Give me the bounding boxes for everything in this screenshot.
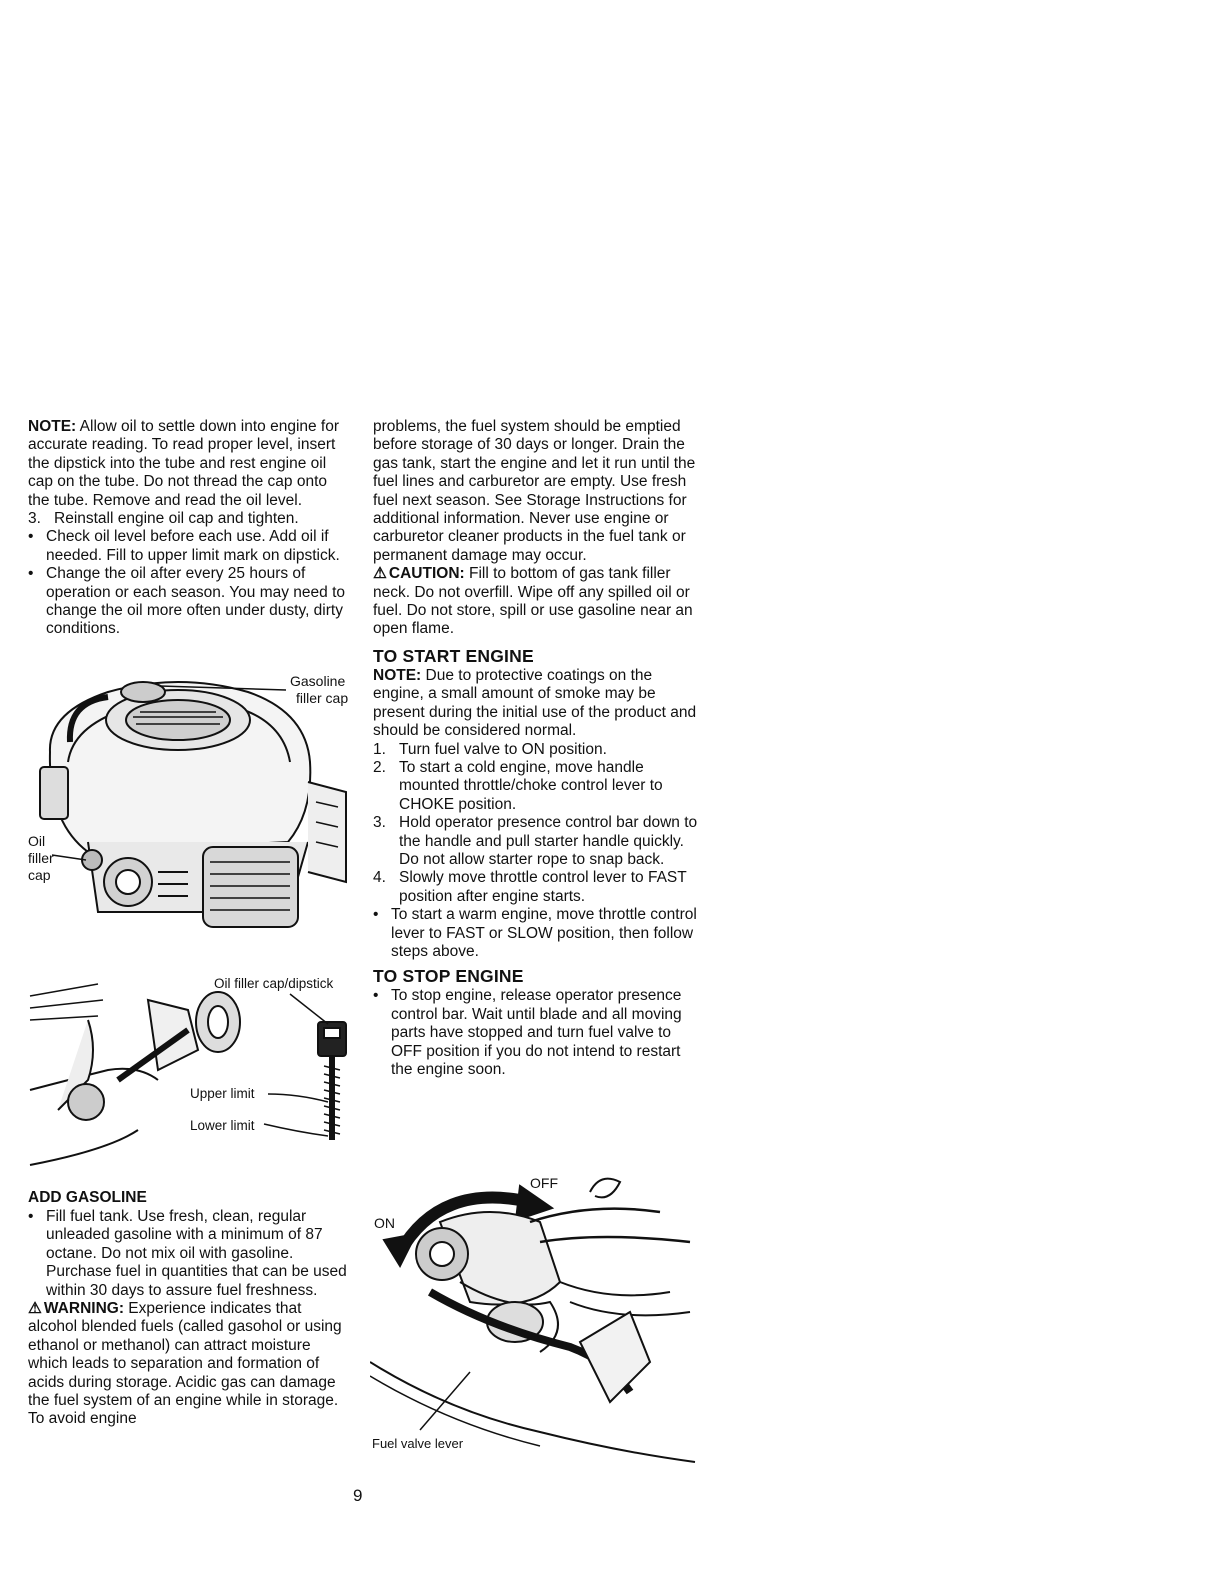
oil-note <box>28 418 350 510</box>
caution-label: CAUTION: <box>388 565 465 583</box>
warning-icon: ⚠ <box>28 1300 42 1318</box>
right-column <box>373 418 699 1079</box>
oil-bullet-1-text: Check oil level before each use. Add oil if needed. Fill to upper limit mark on dipstick. <box>46 528 340 564</box>
oil-bullet-1: • Check oil level before each use. Add oil if needed. Fill to upper limit mark on dipstick. <box>28 528 340 564</box>
start-engine-heading: TO START ENGINE <box>373 645 534 666</box>
on-label: ON <box>374 1215 395 1231</box>
start-step-3: 3. Hold operator presence control bar down to the handle and pull starter handle quickly. Do not allow starter rope to snap back. <box>373 814 698 868</box>
note-text: Allow oil to settle down into engine for accurate reading. To read proper level, insert the dipstick into the tube and rest engine oil cap on the tube. Do not thread the cap onto the tube. Remove and read the oil level. <box>28 418 340 509</box>
upper-limit-label: Upper limit <box>190 1086 255 1101</box>
note-label: NOTE: <box>28 418 77 435</box>
oil-bullet-2: • Change the oil after every 25 hours of operation or each season. You may need to change the oil more often under dusty, dirty conditions. <box>28 565 346 638</box>
caution-text: Fill to bottom of gas tank filler neck. Do not overfill. Wipe off any spilled oil or fuel. Do not store, spill or use gasoline near an open flame. <box>373 565 693 638</box>
warning-text: Experience indicates that alcohol blended fuels (called gasohol or using ethanol or methanol) can attract moisture which leads to separation and formation of acids during storage. Acidic gas can damage the fuel system of an engine while in storage. To avoid engine <box>28 1300 342 1428</box>
stop-engine-heading: TO STOP ENGINE <box>373 966 524 987</box>
start-note <box>373 667 699 741</box>
step-3-text: Reinstall engine oil cap and tighten. <box>54 510 299 528</box>
left-column <box>28 418 350 639</box>
caution-icon: ⚠ <box>373 565 387 583</box>
page-number: 9 <box>353 1486 363 1505</box>
start-step-4: 4. Slowly move throttle control lever to FAST position after engine starts. <box>373 869 687 905</box>
start-note-text: Due to protective coatings on the engine, a small amount of smoke may be present during the initial use of the product and should be considered normal. <box>373 666 697 740</box>
gas-bullet: • Fill fuel tank. Use fresh, clean, regular unleaded gasoline with a minimum of 87 octane. Do not mix oil with gasoline. Purchase fuel in quantities that can be used within 30 days to assure fuel freshness. <box>28 1208 347 1299</box>
add-gasoline-section <box>28 1188 350 1429</box>
warning-label: WARNING: <box>43 1300 124 1318</box>
warm-engine-bullet: • To start a warm engine, move throttle control lever to FAST or SLOW position, then follow steps above. <box>373 906 697 960</box>
oil-label-3: cap <box>28 867 51 883</box>
gas-bullet-text: Fill fuel tank. Use fresh, clean, regular unleaded gasoline with a minimum of 87 octane. Do not mix oil with gasoline. Purchase fuel in quantities that can be used within 30 days to assure fuel freshness. <box>46 1208 347 1299</box>
off-label: OFF <box>530 1175 558 1191</box>
continuation-text: problems, the fuel system should be emptied before storage of 30 days or longer. Drain the gas tank, start the engine and let it run until the fuel lines and carburetor are empty. Use fresh fuel next season. See Storage Instructions for additional information. Never use engine or carburetor cleaner products in the fuel tank or permanent damage may occur. <box>373 418 696 564</box>
dipstick-cap-label: Oil filler cap/dipstick <box>214 976 334 991</box>
step-3 <box>28 510 350 528</box>
add-gasoline-heading: ADD GASOLINE <box>28 1189 147 1206</box>
fuel-valve-illustration <box>370 1162 700 1477</box>
fuel-valve-lever-label: Fuel valve lever <box>372 1436 464 1451</box>
gasoline-label-2: filler cap <box>296 690 349 706</box>
lower-limit-label: Lower limit <box>190 1118 255 1133</box>
start-step-2: 2. To start a cold engine, move handle mounted throttle/choke control lever to CHOKE position. <box>373 758 663 813</box>
caution-paragraph <box>373 565 699 639</box>
oil-bullet-2-text: Change the oil after every 25 hours of operation or each season. You may need to change the oil more often under dusty, dirty conditions. <box>46 565 346 638</box>
start-step-1: 1. Turn fuel valve to ON position. <box>373 740 607 758</box>
step-3-number: 3. <box>28 510 41 528</box>
warning-paragraph <box>28 1300 350 1429</box>
oil-label-2: filler <box>28 850 54 866</box>
start-note-label: NOTE: <box>373 666 422 684</box>
stop-engine-bullet: • To stop engine, release operator presence control bar. Wait until blade and all moving parts have stopped and turn fuel valve to OFF position if you do not intend to restart the engine soon. <box>373 987 682 1078</box>
oil-label-1: Oil <box>28 833 46 849</box>
dipstick-illustration <box>28 970 358 1170</box>
gasoline-label-1: Gasoline <box>290 673 346 689</box>
engine-illustration <box>28 672 358 964</box>
